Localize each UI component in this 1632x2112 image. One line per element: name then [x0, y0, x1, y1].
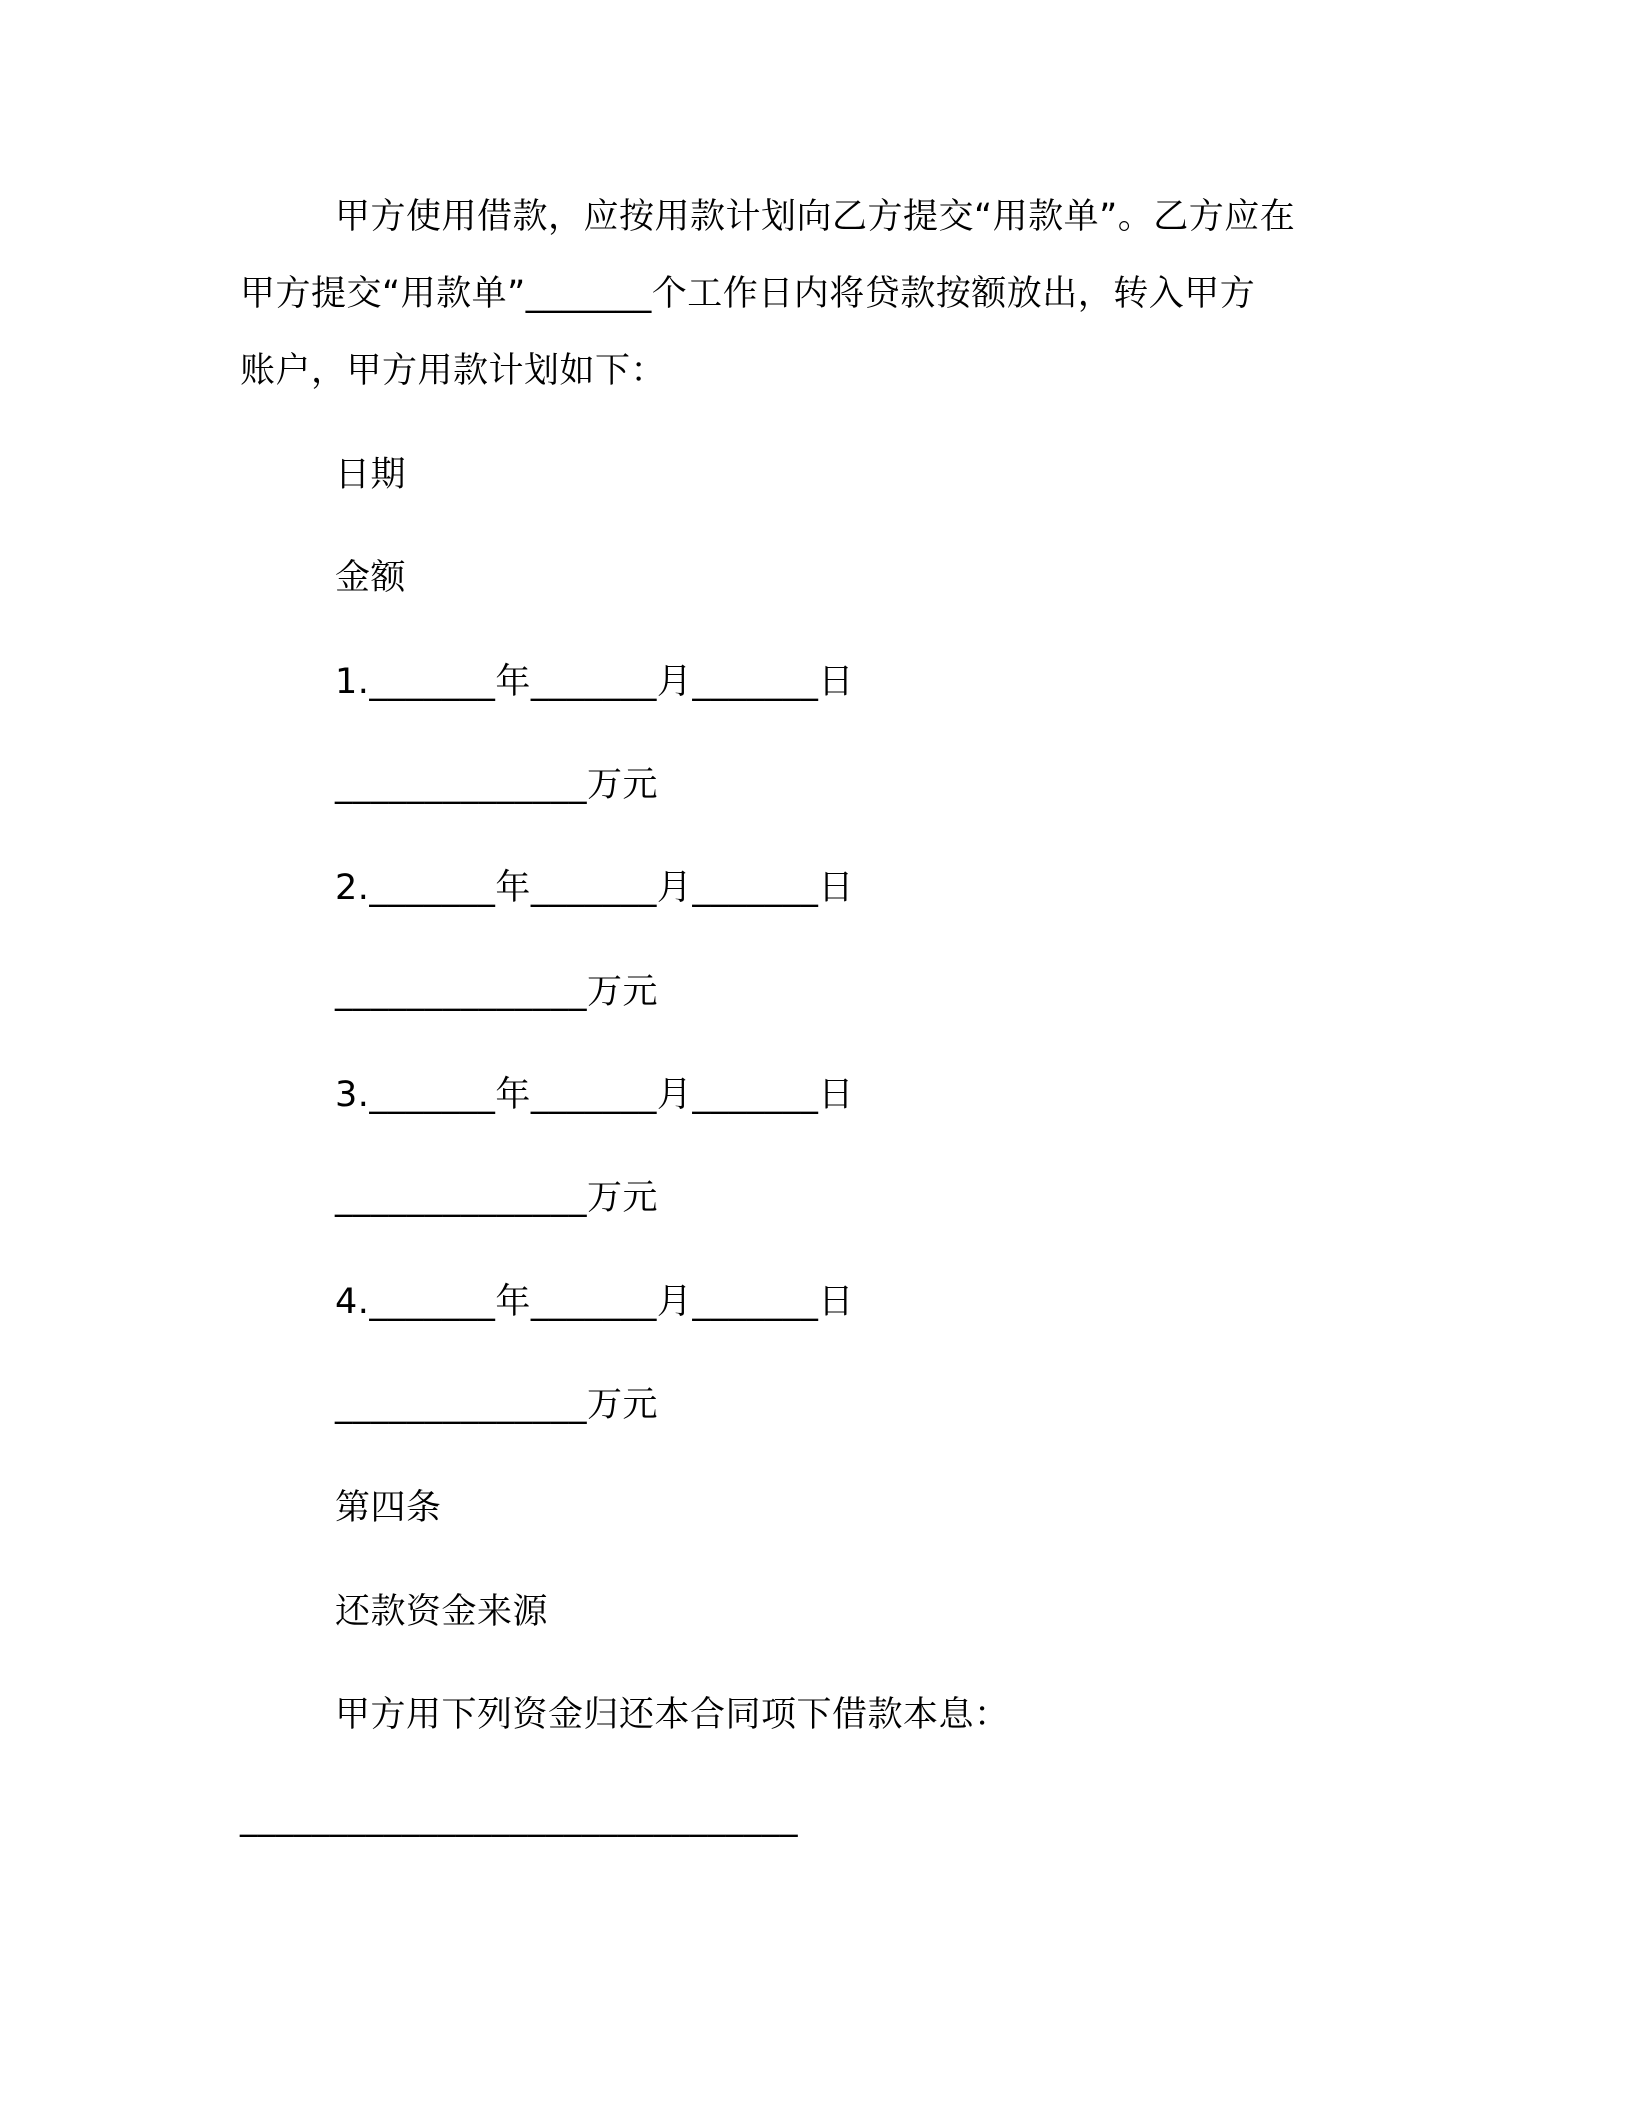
label-amount: 金额: [335, 558, 407, 598]
repayment-text: 甲方用下列资金归还本合同项下借款本息：: [335, 1695, 1010, 1735]
schedule-amount-line: ______________万元: [335, 1385, 659, 1425]
schedule-amount-line: ______________万元: [335, 972, 659, 1012]
schedule-date-line: 4._______年_______月_______日: [335, 1282, 854, 1322]
repayment-blank: _______________________________: [240, 1798, 798, 1838]
schedule-amount-line: ______________万元: [335, 1178, 659, 1218]
paragraph-line: 甲方提交“用款单”_______个工作日内将贷款按额放出，转入甲方: [240, 274, 1256, 314]
schedule-date-line: 2._______年_______月_______日: [335, 868, 854, 908]
paragraph-line: 甲方使用借款，应按用款计划向乙方提交“用款单”。乙方应在: [335, 197, 1296, 237]
schedule-date-line: 3._______年_______月_______日: [335, 1075, 854, 1115]
paragraph-line: 账户，甲方用款计划如下：: [240, 351, 667, 391]
article-title: 还款资金来源: [335, 1592, 549, 1632]
schedule-date-line: 1._______年_______月_______日: [335, 662, 854, 702]
article-number: 第四条: [335, 1488, 442, 1528]
schedule-amount-line: ______________万元: [335, 765, 659, 805]
label-date: 日期: [335, 455, 407, 495]
